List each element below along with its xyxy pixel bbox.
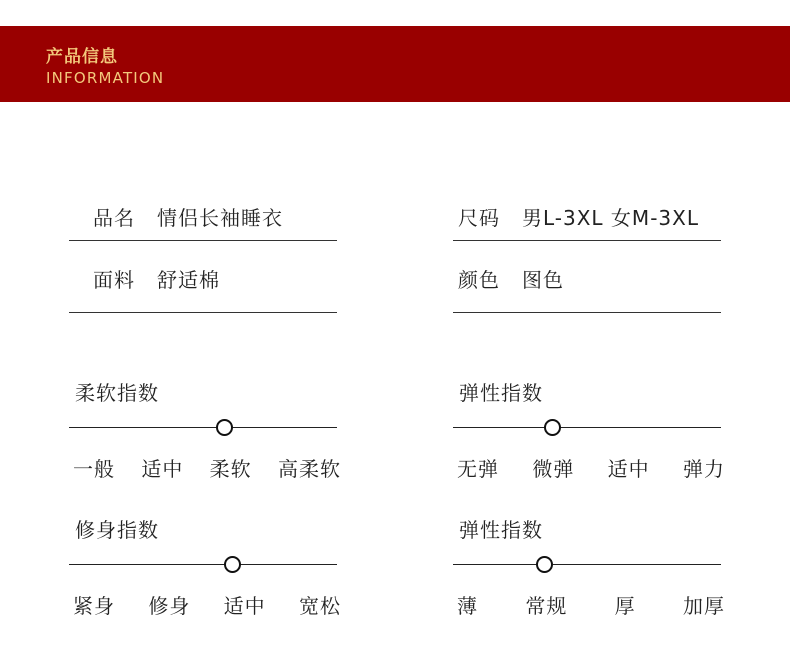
softness-index-options: [69, 453, 341, 481]
index-option: 适中: [607, 457, 650, 481]
fit-index-title: 修身指数: [75, 518, 159, 542]
spec-size-label: 尺码: [458, 206, 500, 230]
elasticity-index-options: [453, 453, 725, 481]
index-option: 无弹: [457, 457, 499, 481]
index-option: 紧身: [73, 594, 115, 618]
index-option: 常规: [525, 594, 568, 618]
index-option: 修身: [148, 594, 191, 618]
slider-track: [69, 427, 337, 428]
header-title-cn: 产品信息: [46, 47, 118, 67]
index-option: 厚: [614, 594, 636, 618]
slider-track: [453, 564, 721, 565]
thickness-index-slider: [453, 555, 721, 575]
elasticity-index-title: 弹性指数: [459, 381, 543, 405]
elasticity-index-slider: [453, 418, 721, 438]
divider: [453, 312, 721, 313]
index-option: 宽松: [299, 594, 341, 618]
spec-color-label: 颜色: [458, 268, 500, 292]
softness-index-title: 柔软指数: [75, 381, 159, 405]
header-title-en: INFORMATION: [46, 69, 165, 87]
slider-track: [69, 564, 337, 565]
index-option: 弹力: [683, 457, 725, 481]
slider-knob: [536, 556, 553, 573]
divider: [69, 312, 337, 313]
index-option: 一般: [73, 457, 115, 481]
index-option: 微弹: [532, 457, 575, 481]
spec-fabric-value: 舒适棉: [157, 268, 220, 292]
index-option: 加厚: [683, 594, 725, 618]
index-option: 适中: [223, 594, 266, 618]
index-option: 高柔软: [278, 457, 341, 481]
index-option: 薄: [457, 594, 478, 618]
fit-index-slider: [69, 555, 337, 575]
index-option: 柔软: [209, 457, 252, 481]
slider-knob: [216, 419, 233, 436]
spec-name-value: 情侣长袖睡衣: [157, 206, 283, 230]
softness-index-slider: [69, 418, 337, 438]
index-option: 适中: [141, 457, 184, 481]
spec-name-label: 品名: [93, 206, 135, 230]
slider-knob: [544, 419, 561, 436]
info-header-banner: [0, 26, 790, 102]
slider-knob: [224, 556, 241, 573]
spec-name: [93, 202, 283, 231]
thickness-index-title: 弹性指数: [459, 518, 543, 542]
spec-color: [458, 264, 564, 293]
thickness-index-options: [453, 590, 725, 618]
divider: [453, 240, 721, 241]
spec-fabric: [93, 264, 220, 293]
divider: [69, 240, 337, 241]
slider-track: [453, 427, 721, 428]
spec-fabric-label: 面料: [93, 268, 135, 292]
fit-index-options: [69, 590, 341, 618]
spec-size-value: 男L-3XL 女M-3XL: [522, 206, 699, 230]
spec-color-value: 图色: [522, 268, 564, 292]
spec-size: [458, 202, 699, 231]
